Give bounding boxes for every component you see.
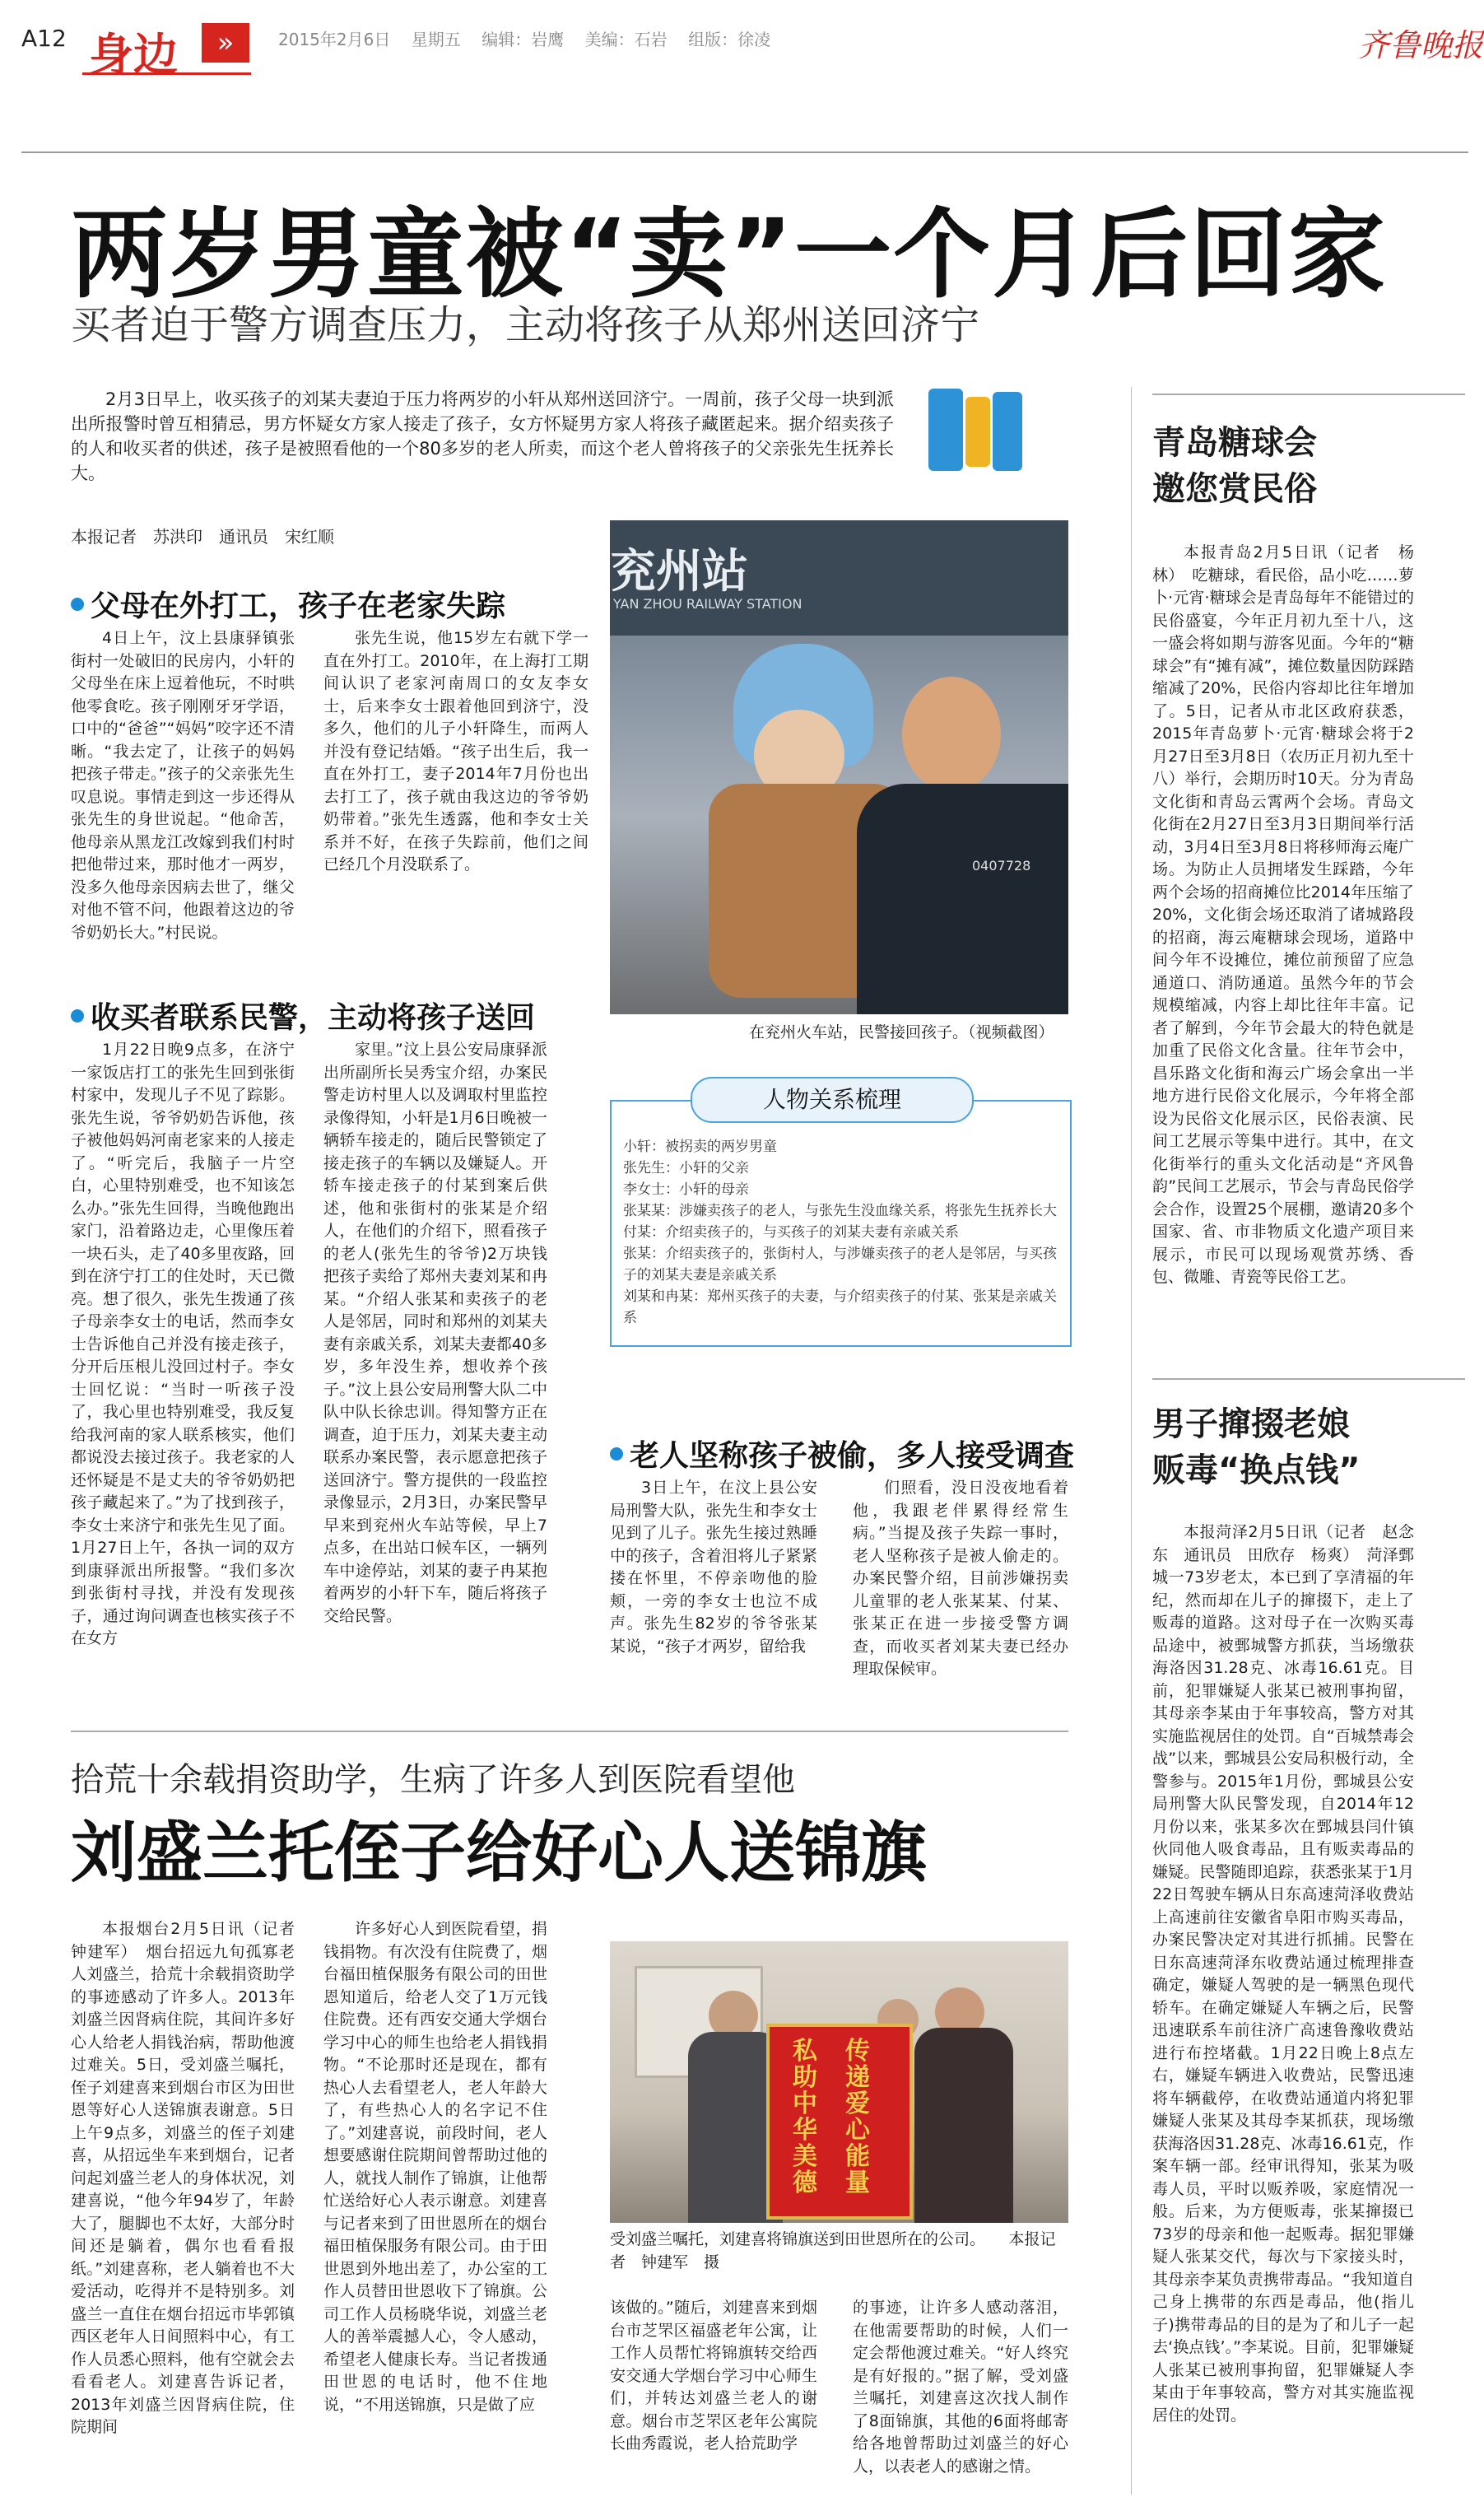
- section3-col2: 们照看，没日没夜地看着他，我跟老伴累得经常生病。”当提及孩子失踪一事时，老人坚称孩子是被人偷走的。办案民警介绍，目前涉嫌拐卖儿童罪的老人张某某、付某、张某正在进一步接受警方调查，而收买者刘某夫妻已经办理取保候审。: [853, 1479, 1068, 1678]
- section1-col2: 张先生说，他15岁左右就下学一直在外打工。2010年，在上海打工期间认识了老家河南周口的女友李女士，后来李女士跟着他回到济宁，没多久，他们的儿子小轩降生，而两人并没有登记结婚。“孩子出生后，我一直在外打工，妻子2014年7月份也出去打工了，孩子就由我这边的爷爷奶奶带着。”张先生透露，他和李女士关系并不好，在孩子失踪前，他们之间已经几个月没联系了。: [323, 629, 588, 873]
- article1-byline: 本报记者 苏洪印 通讯员 宋红顺: [71, 527, 334, 547]
- relations-box-title: 人物关系梳理: [691, 1077, 974, 1123]
- header-editor: 编辑：岩鹰: [481, 30, 565, 49]
- bullet-icon: [610, 1447, 623, 1460]
- police-badge-number: 0407728: [972, 858, 1031, 873]
- sidebar2-title-line1: 男子撺掇老娘: [1152, 1405, 1350, 1443]
- article2-top-rule: [71, 1731, 1068, 1732]
- section3-col1: 3日上午，在汶上县公安局刑警大队，张先生和李女士见到了儿子。张先生接过熟睡中的孩子，含着泪将儿子紧紧搂在怀里，不停亲吻他的脸颊，一旁的李女士也泣不成声。张先生82岁的爷爷张某某说，“孩子才两岁，留给我: [610, 1479, 817, 1656]
- sidebar2-title-line2: 贩毒“换点钱”: [1152, 1451, 1361, 1489]
- section1-title: 父母在外打工，孩子在老家失踪: [91, 589, 506, 623]
- station-photo: [610, 520, 1068, 1014]
- sidebar1-title-line2: 邀您赏民俗: [1152, 470, 1317, 508]
- bullet-icon: [71, 1009, 84, 1023]
- sidebar1-title: [1152, 420, 1317, 512]
- article2-kicker: 拾荒十余载捐资助学，生病了许多人到医院看望他: [71, 1761, 795, 1799]
- sidebar1-body: 本报青岛2月5日讯（记者 杨林） 吃糖球，看民俗，品小吃……萝卜·元宵·糖球会是青岛每年不能错过的民俗盛宴，今年正月初九至十八，这一盛会将如期与游客见面。今年的“糖球会”有“摊有减”，摊位数量因防踩踏缩减了20%，民俗内容却比往年增加了。5日，记者从市北区政府获悉，2015年青岛萝卜·元宵·糖球会将于2月27日至3月8日（农历正月初九至十八）举行，会期历时10天。分为青岛文化街和青岛云霄两个会场。青岛文化街在2月27日至3月3日期间举行活动，3月4日至3月8日将移师海云庵广场。为防止人员拥堵发生踩踏，今年两个会场的招商摊位比2014年压缩了20%，文化街会场还取消了诸城路段的招商，海云庵糖球会现场，道路中间今年不设摊位，摊位前预留了应急通道口、消防通道。虽然今年的节会规模缩减，内容上却比往年丰富。记者了解到，今年节会最大的特色就是加重了民俗文化含量。往年节会中，昌乐路文化街和海云广场会拿出一半地方进行民俗文化展示，今年将全部设为民俗文化展示区，民俗表演、民间工艺展示等集中进行。其中，在文化街举行的重头文化活动是“齐风鲁韵”民间工艺展示，节会与青岛民俗学会合作，设置25个展棚，邀请20多个国家、省、市非物质文化遗产项目来展示，市民可以现场观赏苏绣、香包、微雕、青瓷等民俗工艺。: [1152, 543, 1414, 1286]
- section2-col2: 家里。”汶上县公安局康驿派出所副所长吴秀宝介绍，办案民警走访村里人以及调取村里监控录像得知，小轩是1月6日晚被一辆轿车接走的，随后民警锁定了接走孩子的车辆以及嫌疑人。开轿车接走孩子的付某到案后供述，他和张街村的张某是介绍人，在他们的介绍下，照看孩子的老人(张先生的爷爷)2万块钱把孩子卖给了郑州夫妻刘某和冉某。“介绍人张某和卖孩子的老人是邻居，同时和郑州的刘某夫妻有亲戚关系，刘某夫妻都40多岁，多年没生养，想收养个孩子。”汶上县公安局刑警大队二中队中队长徐忠训。得知警方正在调查，迫于压力，刘某夫妻主动联系办案民警，表示愿意把孩子送回济宁。警方提供的一段监控录像显示，2月3日，办案民警早早来到兖州火车站等候，早上7点多，在出站口候车区，一辆列车中途停站，刘某的妻子冉某抱着两岁的小轩下车，随后将孩子交给民警。: [323, 1041, 547, 1625]
- banner-text-2: 传递爱心能量: [845, 2037, 870, 2197]
- section2-heading: [71, 995, 535, 1037]
- header-rule: [21, 151, 1468, 153]
- station-sign-en: YAN ZHOU RAILWAY STATION: [613, 596, 802, 612]
- article1-subtitle: 买者迫于警方调查压力，主动将孩子从郑州送回济宁: [71, 302, 980, 348]
- article2-col4: 的事迹，让许多人感动落泪，在他需要帮助的时候，人们一定会帮他渡过难关。“好人终究是有好报的。”据了解，受刘盛兰嘱托，刘建喜这次找人制作了8面锦旗，其他的6面将邮寄给各地曾帮助过刘盛兰的好心人，以表老人的感谢之情。: [853, 2299, 1068, 2476]
- sidebar-top-rule: [1152, 394, 1465, 395]
- sidebar-mid-rule: [1152, 1378, 1465, 1380]
- article1-lead: 2月3日早上，收买孩子的刘某夫妻迫于压力将两岁的小轩从郑州送回济宁。一周前，孩子父母一块到派出所报警时曾互相猜忌，男方怀疑女方家人接走了孩子，女方怀疑男方家人将孩子藏匿起来。据介绍卖孩子的人和收买者的供述，孩子是被照看他的一个80多岁的老人所卖，而这个老人曾将孩子的父亲张先生抚养长大。: [71, 389, 894, 483]
- section-tab: [82, 18, 251, 81]
- section2-title: 收买者联系民警，主动将孩子送回: [91, 1001, 536, 1035]
- section3-title: 老人坚称孩子被偷，多人接受调查: [630, 1439, 1075, 1473]
- header-meta: [278, 26, 770, 50]
- header-layout: 组版：徐凌: [688, 30, 771, 49]
- header-date: 2015年2月6日: [278, 30, 391, 49]
- section1-heading: [71, 583, 505, 625]
- header-designer: 美编：石岩: [584, 30, 668, 49]
- relation-item: 张先生：小轩的父亲: [623, 1160, 749, 1176]
- silk-banner: [766, 2024, 913, 2220]
- sidebar2-title: [1152, 1401, 1361, 1493]
- relation-item: 刘某和冉某：郑州买孩子的夫妻，与介绍卖孩子的付某、张某是亲戚关系: [623, 1288, 1057, 1326]
- station-sign: 兖州站: [610, 545, 748, 599]
- header-weekday: 星期五: [411, 30, 461, 49]
- sidebar2-body: 本报菏泽2月5日讯（记者 赵念东 通讯员 田欣存 杨爽） 菏泽鄄城一73岁老太，本已到了享清福的年纪，然而却在儿子的撺掇下，走上了贩毒的道路。这对母子在一次购买毒品途中，被鄄城警方抓获，当场缴获海洛因31.28克、冰毒16.61克。目前，犯罪嫌疑人张某已被刑事拘留，其母亲李某由于年事较高，警方对其实施监视居住的处罚。自“百城禁毒会战”以来，鄄城县公安局积极行动，全警参与。2015年1月份，鄄城县公安局刑警大队民警发现，自2014年12月份以来，张某多次在鄄城县闫什镇伙同他人吸食毒品，且有贩卖毒品的嫌疑。民警随即追踪，获悉张某于1月22日驾驶车辆从日东高速菏泽收费站上高速前往安徽省阜阳市购买毒品，办案民警决定对其进行抓捕。民警在日东高速菏泽东收费站通过梳理排查确定，嫌疑人驾驶的是一辆黑色现代轿车。在确定嫌疑人车辆之后，民警迅速联系车前往济广高速鲁豫收费站进行布控堵截。1月22日晚上8点左右，嫌疑车辆进入收费站，民警迅速将车辆截停，在收费站通道内将犯罪嫌疑人张某及其母李某抓获，现场缴获海洛因31.28克、冰毒16.61克，作案车辆一部。经审讯得知，张某为吸毒人员，平时以贩养吸，家庭情况一般。后来，为方便贩毒，张某撺掇已73岁的母亲和他一起贩毒。据犯罪嫌疑人张某交代，每次与下家接头时，其母亲李某负责携带毒品。“我知道自己身上携带的东西是毒品，他(指儿子)携带毒品的目的是为了和儿子一起去‘换点钱’。”李某说。目前，犯罪嫌疑人张某已被刑事拘留，犯罪嫌疑人李某由于年事较高，警方对其实施监视居住的处罚。: [1152, 1523, 1414, 2425]
- relation-item: 张某：介绍卖孩子的，张街村人，与涉嫌卖孩子的老人是邻居，与买孩子的刘某夫妻是亲戚关系: [623, 1246, 1057, 1283]
- article2-col1: 本报烟台2月5日讯（记者 钟建军） 烟台招远九旬孤寡老人刘盛兰，拾荒十余载捐资助学的事迹感动了许多人。2013年刘盛兰因肾病住院，其间许多好心人给老人捐钱治病，帮助他渡过难关。5日，受刘盛兰嘱托，侄子刘建喜来到烟台市区为田世恩等好心人送锦旗表谢意。5日上午9点多，刘盛兰的侄子刘建喜，从招远坐车来到烟台，记者问起刘盛兰老人的身体状况，刘建喜说，“他今年94岁了，年龄大了，腿脚也不太好，大部分时间还是躺着，偶尔也看看报纸。”刘建喜称，老人躺着也不大爱活动，吃得并不是特别多。刘盛兰一直住在烟台招远市毕郭镇西区老年人日间照料中心，有工作人员悉心照料，他有空就会去看看老人。刘建喜告诉记者，2013年刘盛兰因肾病住院，住院期间: [71, 1920, 311, 2436]
- banner-photo-caption: 受刘盛兰嘱托，刘建喜将锦旗送到田世恩所在的公司。 本报记者 钟建军 摄: [610, 2230, 1056, 2271]
- page-header: [0, 0, 1484, 82]
- chevron-right-icon: »: [202, 23, 249, 63]
- banner-photo: [610, 1941, 1068, 2223]
- bullet-icon: [71, 598, 84, 611]
- section3-heading: [610, 1433, 1074, 1474]
- column-divider: [1131, 387, 1132, 2495]
- section-name: 身边: [89, 28, 178, 81]
- relations-box: [610, 1086, 1072, 1347]
- page-number: A12: [21, 25, 67, 52]
- sidebar1-title-line1: 青岛糖球会: [1152, 424, 1317, 462]
- article2-col2: 许多好心人到医院看望，捐钱捐物。有次没有住院费了，烟台福田植保服务有限公司的田世恩知道后，给老人交了1万元钱住院费。还有西安交通大学烟台学习中心的师生也给老人捐钱捐物。“不论那时还是现在，都有热心人去看望老人，老人年龄大了，有些热心人的名字记不住了。”刘建喜说，前段时间，老人想要感谢住院期间曾帮助过他的人，就找人制作了锦旗，让他帮忙送给好心人表示谢意。刘建喜与记者来到了田世恩所在的烟台福田植保服务有限公司。由于田世恩到外地出差了，办公室的工作人员替田世恩收下了锦旗。公司工作人员杨晓华说，刘盛兰老人的善举震撼人心，令人感动，希望老人健康长寿。当记者拨通田世恩的电话时，他不住地说，“不用送锦旗，只是做了应: [323, 1920, 547, 2414]
- section1-col1: 4日上午，汶上县康驿镇张街村一处破旧的民房内，小轩的父母坐在床上逗着他玩，不时哄他零食吃。孩子刚刚牙牙学语，口中的“爸爸”“妈妈”咬字还不清晰。“我去定了，让孩子的妈妈把孩子带走。”孩子的父亲张先生叹息说。事情走到这一步还得从张先生的身世说起。“他命苦，他母亲从黑龙江改嫁到我们村时把他带过来，那时他才一两岁，没多久他母亲因病去世了，继父对他不管不问，他跟着这边的爷爷奶奶长大。”村民说。: [71, 629, 295, 942]
- banner-text-1: 私助中华美德: [793, 2037, 817, 2197]
- relation-item: 张某某：涉嫌卖孩子的老人，与张先生没血缘关系，将张先生抚养长大: [623, 1203, 1057, 1219]
- relation-item: 小轩：被拐卖的两岁男童: [623, 1139, 777, 1155]
- relations-list: [623, 1136, 1059, 1329]
- lead-decoration: [928, 389, 1023, 473]
- section2-col1: 1月22日晚9点多，在济宁一家饭店打工的张先生回到张街村家中，发现儿子不见了踪影。张先生说，爷爷奶奶告诉他，孩子被他妈妈河南老家来的人接走了。“听完后，我脑子一片空白，心里特别难受，也不知该怎么办。”张先生回得，当晚他跑出家门，沿着路边走，心里像压着一块石头，走了40多里夜路，回到在济宁打工的住处时，天已微亮。想了很久，张先生拨通了孩子母亲李女士的电话，然而李女士告诉他自己并没有接走孩子，分开后压根儿没回过村子。李女士回忆说：“当时一听孩子没了，我心里也特别难受，我反复给我河南的家人联系核实，他们都说没去接过孩子。我老家的人还怀疑是不是丈夫的爷爷奶奶把孩子藏起来了。”为了找到孩子，李女士来济宁和张先生见了面。1月27日上午，各执一词的双方到康驿派出所报警。“我们多次到张街村寻找，并没有发现孩子，通过询问调查也核实孩子不在女方: [71, 1041, 295, 1647]
- article2-col3: 该做的。”随后，刘建喜来到烟台市芝罘区福盛老年公寓，让工作人员帮忙将锦旗转交给西安交通大学烟台学习中心师生们，并转达刘盛兰老人的谢意。烟台市芝罘区老年公寓院长曲秀霞说，老人拾荒助学: [610, 2299, 817, 2453]
- station-photo-caption: 在兖州火车站，民警接回孩子。（视频截图）: [749, 1023, 1054, 1041]
- brand-logo: 齐鲁晚报: [1358, 27, 1484, 63]
- relation-item: 付某：介绍卖孩子的，与买孩子的刘某夫妻有亲戚关系: [623, 1224, 959, 1241]
- article1-title: 两岁男童被“卖”一个月后回家: [71, 198, 1388, 311]
- relation-item: 李女士：小轩的母亲: [623, 1181, 749, 1198]
- article2-title: 刘盛兰托侄子给好心人送锦旗: [71, 1815, 927, 1891]
